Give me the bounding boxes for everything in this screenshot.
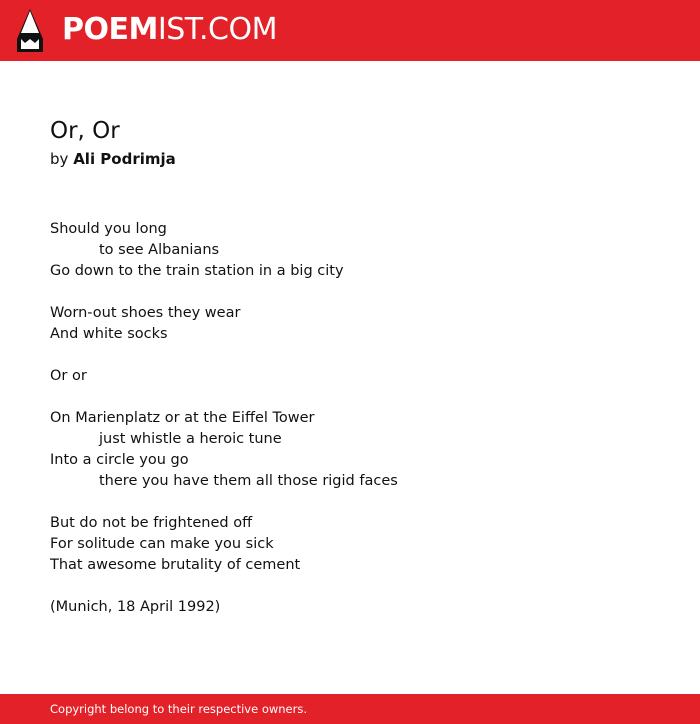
poem-title: Or, Or [50,118,120,144]
site-logo[interactable] [62,12,277,48]
poem-line: just whistle a heroic tune [99,431,282,447]
poem-line: Should you long [50,221,167,237]
stanza-break [50,387,670,408]
poem-line: Worn-out shoes they wear [50,305,241,321]
poem-body [50,219,670,618]
poem-line: That awesome brutality of cement [50,557,301,573]
stanza-break [50,282,670,303]
by-label: by [50,150,69,168]
poem-line: But do not be frightened off [50,515,253,531]
poem-line: Or or [50,368,87,384]
poem-line: to see Albanians [99,242,220,258]
poem-line: there you have them all those rigid faces [99,473,398,489]
poem-line: (Munich, 18 April 1992) [50,599,221,615]
logo-text-light: IST.COM [157,12,277,47]
site-header [0,0,700,61]
stanza-break [50,576,670,597]
poem-line: On Marienplatz or at the Eiffel Tower [50,410,315,426]
stanza-break [50,492,670,513]
poem-line: For solitude can make you sick [50,536,274,552]
poem-byline [50,149,176,169]
logo-text-bold: POEM [62,12,158,47]
poem-line: Into a circle you go [50,452,189,468]
poem-author: Ali Podrimja [73,150,176,168]
poem-line: And white socks [50,326,168,342]
pencil-icon[interactable] [17,9,43,52]
site-footer [0,694,700,724]
stanza-break [50,345,670,366]
copyright-text: Copyright belong to their respective owners. [50,702,308,716]
poem-line: Go down to the train station in a big city [50,263,344,279]
